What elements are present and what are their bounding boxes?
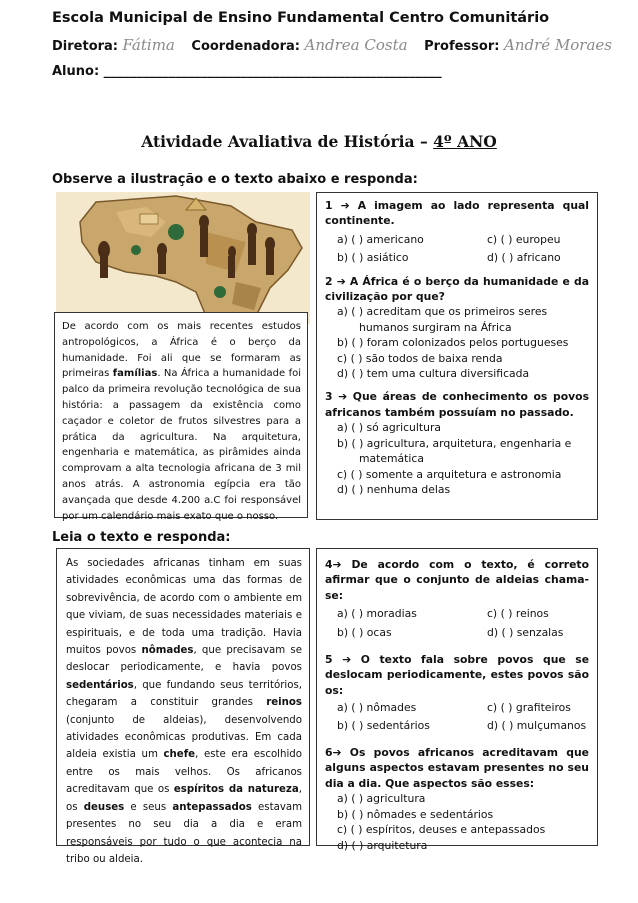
- option[interactable]: d) ( ) nenhuma delas: [337, 482, 451, 496]
- question-3: [325, 389, 589, 497]
- keyword: nômades: [141, 645, 194, 657]
- section1-questions-box: [316, 192, 598, 520]
- section1-text: [62, 319, 301, 524]
- option[interactable]: c) ( ) espíritos, deuses e antepassados: [337, 823, 546, 837]
- option[interactable]: a) ( ) moradias: [337, 607, 417, 621]
- section1-text-bold: famílias: [112, 368, 158, 380]
- question-5: [325, 652, 589, 733]
- text-fragment: , que fundando seus territórios, chegaram a constituir grandes: [66, 679, 302, 709]
- option[interactable]: a) ( ) nômades: [337, 701, 417, 715]
- arrow-right-icon: ➔: [342, 653, 352, 667]
- option[interactable]: b) ( ) agricultura, arquitetura, engenharia e matemática: [337, 436, 572, 466]
- title-grade: 4º ANO: [433, 132, 497, 151]
- question-6-prompt: Os povos africanos acreditavam que alguns aspectos estavam presentes no seu dia a dia. Que aspectos são esses:: [325, 746, 589, 790]
- question-4-prompt: De acordo com o texto, é correto afirmar que o conjunto de aldeias chama-se:: [325, 558, 590, 602]
- question-3-number: 3: [325, 390, 333, 404]
- text-fragment: e seus: [124, 801, 173, 813]
- option[interactable]: c) ( ) são todos de baixa renda: [337, 351, 503, 365]
- question-4-number: 4: [325, 558, 333, 571]
- question-6: [325, 745, 589, 853]
- option[interactable]: b) ( ) asiático: [337, 251, 409, 265]
- option[interactable]: b) ( ) ocas: [337, 625, 392, 639]
- text-fragment: As sociedades africanas tinham em suas atividades econômicas uma das formas de sobrevivência, de acordo com o ambiente em que viviam, de suas necessidades materiais e espirituais, e de toda uma tradição. Havia muitos povos: [66, 558, 302, 657]
- keyword: sedentários: [66, 679, 134, 691]
- africa-map-icon: [56, 192, 310, 324]
- question-2-text: [325, 274, 589, 305]
- option[interactable]: c) ( ) europeu: [487, 232, 561, 246]
- arrow-right-icon: ➔: [332, 558, 342, 571]
- option[interactable]: c) ( ) reinos: [487, 607, 549, 621]
- student-line: Aluno: ____________________________________________________: [52, 64, 442, 79]
- option[interactable]: c) ( ) grafiteiros: [487, 701, 571, 715]
- option[interactable]: d) ( ) mulçumanos: [487, 718, 587, 732]
- question-1-prompt: A imagem ao lado representa qual continente.: [325, 199, 589, 228]
- option[interactable]: b) ( ) nômades e sedentários: [337, 807, 494, 821]
- page-title: [0, 132, 638, 151]
- section1-text-box: [54, 312, 308, 522]
- staff-line: [52, 36, 624, 54]
- section2-text-box: [56, 548, 310, 865]
- text-fragment: , os: [66, 784, 302, 813]
- title-text: Atividade Avaliativa de História –: [141, 132, 434, 151]
- text-fragment: , que precisavam se deslocar periodicamente, e havia povos: [66, 645, 302, 674]
- question-3-prompt: Que áreas de conhecimento os povos africanos também possuíam no passado.: [325, 390, 589, 419]
- section2-questions-box: [316, 548, 598, 852]
- question-5-number: 5: [325, 653, 333, 667]
- option[interactable]: d) ( ) tem uma cultura diversificada: [337, 367, 530, 381]
- option[interactable]: b) ( ) sedentários: [337, 718, 430, 732]
- arrow-right-icon: ➔: [338, 390, 348, 404]
- africa-illustration: [56, 192, 310, 324]
- section2-text: [66, 555, 302, 868]
- question-1-text: [325, 198, 589, 229]
- section1-text-a: De acordo com os mais recentes estudos antropológicos, a África é o berço da humanidade. Foi ali que se formaram as primeiras: [62, 321, 301, 380]
- question-1: [325, 198, 589, 266]
- keyword: deuses: [83, 801, 125, 813]
- keyword: reinos: [266, 697, 302, 709]
- section1-heading: Observe a ilustração e o texto abaixo e responda:: [52, 172, 418, 187]
- text-fragment: (conjunto de aldeias), desenvolvendo atividades econômicas produtivas. Em cada aldeia existia um: [66, 714, 302, 761]
- question-5-text: [325, 652, 589, 698]
- director-name: Fátima: [122, 36, 175, 54]
- arrow-right-icon: ➔: [336, 274, 346, 288]
- question-4: [325, 557, 589, 640]
- option[interactable]: d) ( ) arquitetura: [337, 838, 428, 852]
- school-name: Escola Municipal de Ensino Fundamental Centro Comunitário: [52, 10, 550, 26]
- keyword: antepassados: [172, 801, 252, 813]
- text-fragment: , este era escolhido entre os mais velhos. Os africanos acreditavam que os: [66, 749, 302, 796]
- question-2-prompt: A África é o berço da humanidade e da civilização por que?: [325, 274, 589, 304]
- option[interactable]: c) ( ) somente a arquitetura e astronomia: [337, 467, 562, 481]
- teacher-name: André Moraes: [503, 36, 612, 54]
- section2-heading: Leia o texto e responda:: [52, 530, 231, 545]
- option[interactable]: a) ( ) americano: [337, 232, 424, 246]
- keyword: chefe: [163, 749, 196, 761]
- option[interactable]: d) ( ) africano: [487, 251, 561, 265]
- question-2-number: 2: [325, 274, 333, 288]
- question-6-text: [325, 745, 589, 791]
- option[interactable]: a) ( ) acreditam que os primeiros seres humanos surgiram na África: [337, 305, 548, 334]
- coordinator-label: Coordenadora:: [191, 39, 300, 54]
- director-label: Diretora:: [52, 39, 119, 54]
- coordinator-name: Andrea Costa: [304, 36, 408, 54]
- section1-text-b: . Na África a humanidade foi palco da primeira revolução tecnológica de sua história: a passagem da existência como caçador e coletor de frutos silvestres para a prática da agricultura. Na arquitetura, engenharia e matemática, as pirâmides ainda comprovam a alta tecnologia africana de 3 mil anos atrás. A astronomia egípcia era tão avançada que desde 4.200 a.C foi responsável por um calendário mais exato que o nosso.: [62, 368, 301, 522]
- option[interactable]: b) ( ) foram colonizados pelos portugueses: [337, 336, 569, 350]
- arrow-right-icon: ➔: [340, 199, 350, 212]
- question-4-text: [325, 557, 589, 603]
- teacher-label: Professor:: [424, 39, 500, 54]
- option[interactable]: d) ( ) senzalas: [487, 625, 564, 639]
- question-6-number: 6: [325, 746, 333, 760]
- text-fragment: estavam presentes no seu dia a dia e eram responsáveis por tudo o que acontecia na tribo ou aldeia.: [66, 801, 303, 865]
- question-2: [325, 274, 589, 382]
- question-5-prompt: O texto fala sobre povos que se deslocam periodicamente, estes povos são os:: [325, 653, 590, 697]
- arrow-right-icon: ➔: [332, 746, 342, 760]
- option[interactable]: a) ( ) agricultura: [337, 792, 426, 806]
- option[interactable]: a) ( ) só agricultura: [337, 421, 442, 435]
- keyword: espíritos da natureza: [173, 784, 299, 796]
- question-3-text: [325, 389, 589, 420]
- question-1-number: 1: [325, 199, 333, 212]
